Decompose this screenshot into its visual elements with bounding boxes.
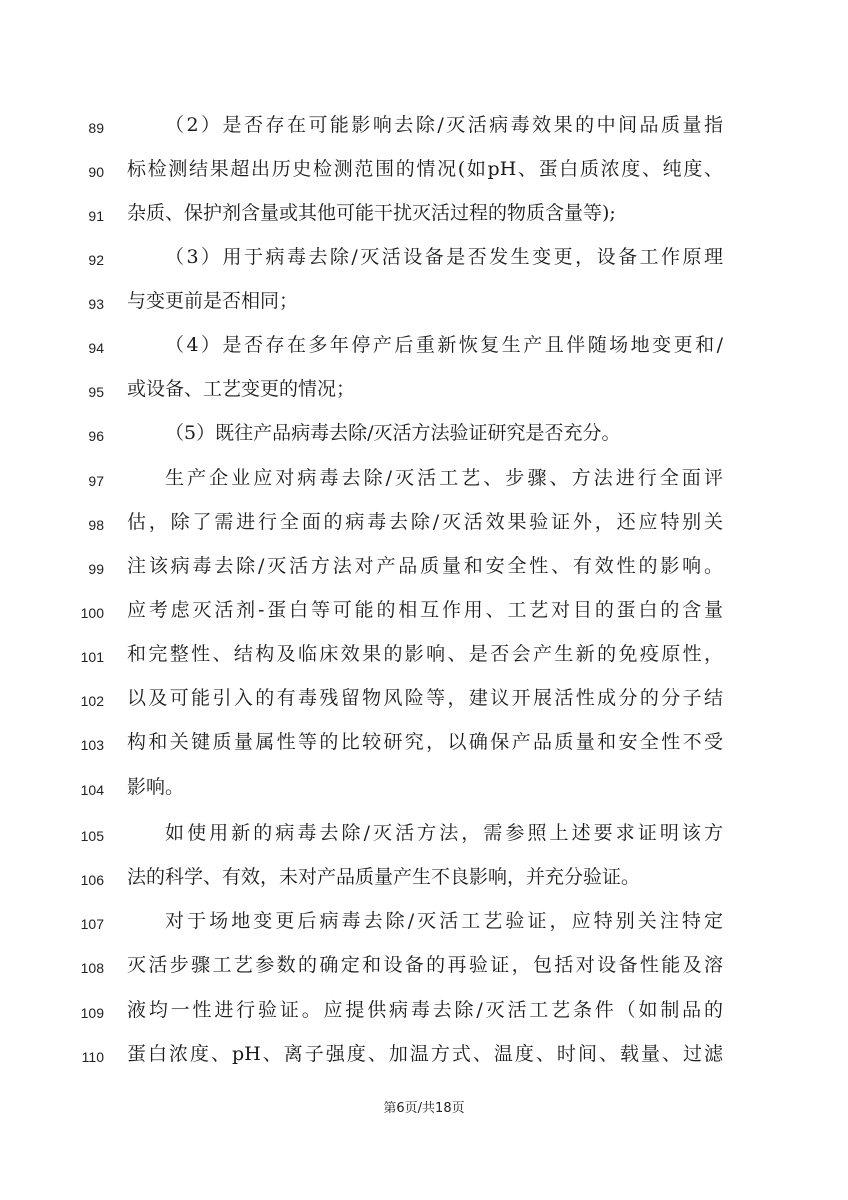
text-line [0, 910, 848, 957]
line-text: 或设备、工艺变更的情况； [127, 378, 356, 400]
text-line [0, 687, 848, 734]
text-line [0, 999, 848, 1046]
text-line [0, 776, 848, 823]
text-line [0, 290, 848, 337]
line-text: 杂质、保护剂含量或其他可能干扰灭活过程的物质含量等); [127, 202, 616, 224]
line-number: 107 [80, 916, 104, 932]
line-number: 102 [80, 693, 104, 709]
line-text: （5）既往产品病毒去除/灭活方法验证研究是否充分。 [165, 422, 621, 444]
line-number: 108 [80, 960, 104, 976]
line-text: 对于场地变更后病毒去除/灭活工艺验证，应特别关注特定 [165, 910, 723, 932]
text-line [0, 422, 848, 469]
line-number: 105 [80, 828, 104, 844]
line-number: 89 [88, 120, 104, 136]
line-number: 103 [80, 737, 104, 753]
line-text: 以及可能引入的有毒残留物风险等，建议开展活性成分的分子结 [127, 687, 723, 709]
text-line [0, 114, 848, 161]
line-number: 92 [88, 252, 104, 268]
line-text: 液均一性进行验证。应提供病毒去除/灭活工艺条件（如制品的 [127, 999, 723, 1021]
line-text: （3）用于病毒去除/灭活设备是否发生变更，设备工作原理 [165, 246, 723, 268]
line-number: 91 [88, 208, 104, 224]
text-line [0, 599, 848, 646]
line-number: 104 [80, 782, 104, 798]
text-line [0, 334, 848, 381]
text-line [0, 511, 848, 558]
text-line [0, 822, 848, 869]
line-text: （4）是否存在多年停产后重新恢复生产且伴随场地变更和/ [165, 334, 723, 356]
line-text: 应考虑灭活剂-蛋白等可能的相互作用、工艺对目的蛋白的含量 [127, 599, 723, 621]
line-number: 93 [88, 296, 104, 312]
line-number: 97 [88, 473, 104, 489]
line-text: 和完整性、结构及临床效果的影响、是否会产生新的免疫原性， [127, 643, 723, 665]
line-text: 标检测结果超出历史检测范围的情况(如pH、蛋白质浓度、纯度、 [127, 158, 723, 180]
line-number: 90 [88, 164, 104, 180]
line-text: 法的科学、有效，未对产品质量产生不良影响，并充分验证。 [127, 866, 641, 888]
line-number: 101 [80, 649, 104, 665]
line-text: 估，除了需进行全面的病毒去除/灭活效果验证外，还应特别关 [127, 511, 723, 533]
text-line [0, 866, 848, 913]
line-text: 与变更前是否相同； [127, 290, 299, 312]
text-line [0, 1043, 848, 1090]
line-number: 100 [80, 605, 104, 621]
text-line [0, 731, 848, 778]
line-text: 灭活步骤工艺参数的确定和设备的再验证，包括对设备性能及溶 [127, 954, 723, 976]
text-line [0, 158, 848, 205]
line-number: 99 [88, 561, 104, 577]
line-number: 94 [88, 340, 104, 356]
line-text: 注该病毒去除/灭活方法对产品质量和安全性、有效性的影响。 [127, 555, 723, 577]
line-text: 生产企业应对病毒去除/灭活工艺、步骤、方法进行全面评 [165, 467, 723, 489]
text-line [0, 467, 848, 514]
line-text: 构和关键质量属性等的比较研究，以确保产品质量和安全性不受 [127, 731, 723, 753]
line-number: 96 [88, 428, 104, 444]
line-text: 蛋白浓度、pH、离子强度、加温方式、温度、时间、载量、过滤 [127, 1043, 723, 1065]
line-number: 106 [80, 872, 104, 888]
text-line [0, 954, 848, 1001]
line-text: 影响。 [127, 776, 185, 798]
text-line [0, 555, 848, 602]
text-line [0, 202, 848, 249]
line-number: 98 [88, 517, 104, 533]
text-line [0, 643, 848, 690]
line-text: 如使用新的病毒去除/灭活方法，需参照上述要求证明该方 [165, 822, 723, 844]
line-number: 110 [81, 1049, 104, 1065]
line-number: 95 [88, 384, 104, 400]
line-number: 109 [80, 1005, 104, 1021]
page-footer: 第6页/共18页 [383, 1101, 465, 1116]
text-line [0, 246, 848, 293]
text-line [0, 378, 848, 425]
line-text: （2）是否存在可能影响去除/灭活病毒效果的中间品质量指 [165, 114, 723, 136]
